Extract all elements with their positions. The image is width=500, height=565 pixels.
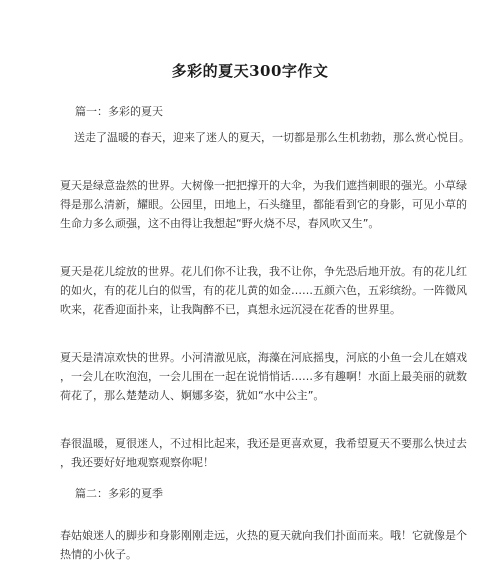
paragraph-1 xyxy=(60,176,467,233)
text-line: 的如火，有的花儿白的似雪，有的花儿黄的如金……五颜六色，五彩缤纷。一阵微风 xyxy=(60,284,467,297)
paragraph-3 xyxy=(60,348,467,405)
text-line: 春很温暖，夏很迷人，不过相比起来，我还是更喜欢夏，我希望夏天不要那么快过去 xyxy=(60,437,467,450)
paragraph-4 xyxy=(60,434,467,472)
text-line: 热情的小伙子。 xyxy=(60,548,137,561)
section-heading-2: 篇二：多彩的夏季 xyxy=(75,487,163,500)
paragraph-5 xyxy=(60,526,467,564)
text-line: 春姑娘迷人的脚步和身影刚刚走远，火热的夏天就向我们扑面而来。哦！它就像是个 xyxy=(60,529,467,542)
text-line: 得是那么清新，耀眼。公园里，田地上，石头缝里，都能看到它的身影，可见小草的 xyxy=(60,198,467,211)
paragraph-2 xyxy=(60,262,467,319)
text-line: ，一会儿在吹泡泡，一会儿围在一起在说悄悄话……多有趣啊！水面上最美丽的就数 xyxy=(60,370,467,383)
section-heading-1: 篇一：多彩的夏天 xyxy=(75,105,163,118)
text-line: 送走了温暖的春天，迎来了迷人的夏天，一切都是那么生机勃勃，那么赏心悦目。 xyxy=(74,131,470,144)
text-line: 夏天是花儿绽放的世界。花儿们你不让我，我不让你，争先恐后地开放。有的花儿红 xyxy=(60,265,467,278)
text-line: 吹来，花香迎面扑来，让我陶醉不已，真想永远沉浸在花香的世界里。 xyxy=(60,303,401,316)
text-line: 荷花了，那么楚楚动人、婀娜多姿，犹如“水中公主”。 xyxy=(60,389,325,402)
text-line: 夏天是绿意盎然的世界。大树像一把把撑开的大伞，为我们遮挡刺眼的强光。小草绿 xyxy=(60,179,467,192)
document-title: 多彩的夏天300字作文 xyxy=(171,62,329,80)
intro-paragraph xyxy=(74,128,470,147)
text-line: 生命力多么顽强，这不由得让我想起“野火烧不尽，春风吹又生”。 xyxy=(60,217,380,230)
text-line: ，我还要好好地观察观察你呢！ xyxy=(60,456,214,469)
text-line: 夏天是清凉欢快的世界。小河清澈见底，海藻在河底摇曳，河底的小鱼一会儿在嬉戏 xyxy=(60,351,467,364)
